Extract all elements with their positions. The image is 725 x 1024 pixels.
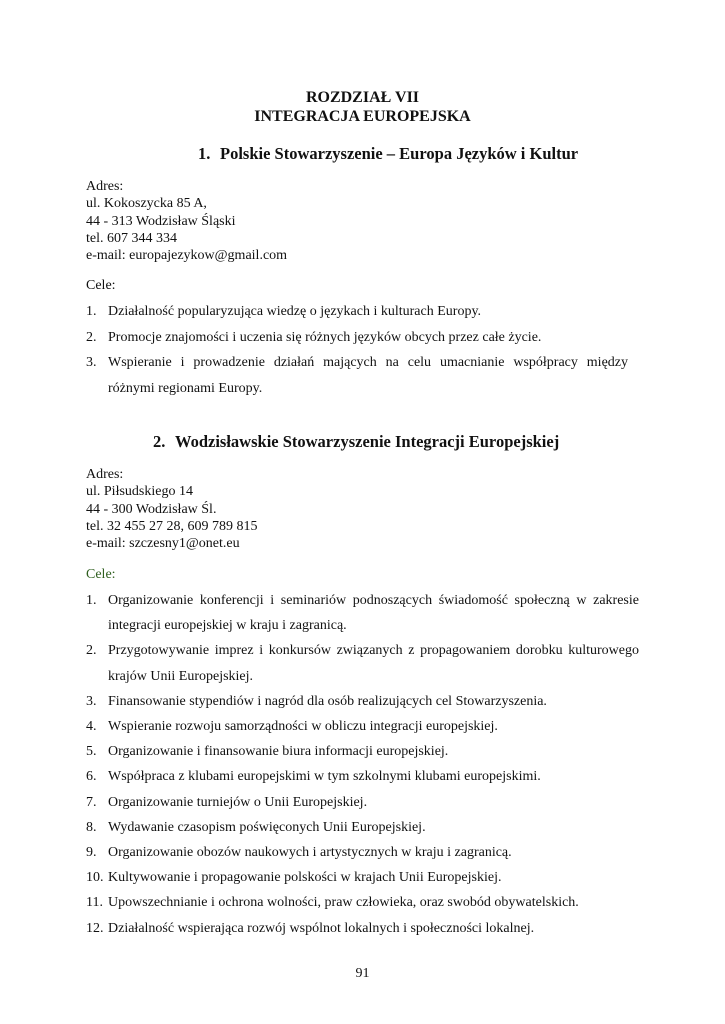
item-text: Finansowanie stypendiów i nagród dla osób realizujących cel Stowarzyszenia. (108, 693, 547, 709)
list-item (86, 916, 639, 941)
item-number: 2. (86, 643, 97, 659)
address-street: ul. Kokoszycka 85 A, (86, 196, 207, 212)
item-text: Wspieranie rozwoju samorządności w obliczu integracji europejskiej. (108, 719, 498, 735)
org-1-name: Polskie Stowarzyszenie – Europa Języków i Kultur (220, 144, 579, 163)
item-number: 2. (86, 329, 97, 345)
item-text: Wspieranie i prowadzenie działań mających na celu umacnianie współpracy między różnymi regionami Europy. (108, 355, 628, 396)
list-item (86, 714, 639, 739)
item-number: 11. (86, 895, 103, 911)
org-1-address (86, 178, 287, 264)
item-number: 12. (86, 920, 104, 936)
list-item (86, 815, 639, 840)
item-number: 3. (86, 693, 97, 709)
list-item (86, 840, 639, 865)
list-item (86, 865, 639, 890)
org-2-number: 2. (153, 432, 166, 451)
item-text: Organizowanie konferencji i seminariów podnoszących świadomość społeczną w zakresie integracji europejskiej w kraju i zagranicą. (108, 593, 639, 634)
address-label: Adres: (86, 467, 124, 482)
org-2-goals-list (86, 588, 639, 941)
list-item (86, 764, 639, 789)
org-2-name: Wodzisławskie Stowarzyszenie Integracji Europejskiej (175, 432, 560, 451)
item-number: 9. (86, 845, 97, 861)
list-item (86, 739, 639, 764)
list-item (86, 638, 639, 688)
item-text: Promocje znajomości i uczenia się różnych języków obcych przez całe życie. (108, 329, 542, 345)
item-number: 8. (86, 819, 97, 835)
address-email: e-mail: europajezykow@gmail.com (86, 248, 288, 264)
address-city: 44 - 313 Wodzisław Śląski (86, 213, 236, 229)
item-number: 5. (86, 744, 97, 760)
list-item (86, 689, 639, 714)
address-email: e-mail: szczesny1@onet.eu (86, 536, 240, 552)
address-city: 44 - 300 Wodzisław Śl. (86, 501, 217, 517)
item-text: Wydawanie czasopism poświęconych Unii Europejskiej. (108, 819, 426, 835)
item-text: Organizowanie i finansowanie biura informacji europejskiej. (108, 744, 449, 760)
org-1-heading (198, 144, 578, 164)
list-item (86, 790, 639, 815)
org-2-heading (153, 432, 559, 452)
list-item (86, 588, 639, 638)
item-number: 1. (86, 593, 97, 608)
goals-label: Cele: (86, 567, 116, 582)
address-street: ul. Piłsudskiego 14 (86, 484, 193, 500)
address-phone: tel. 607 344 334 (86, 230, 177, 246)
item-text: Organizowanie turniejów o Unii Europejskiej. (108, 794, 368, 810)
item-text: Kultywowanie i propagowanie polskości w krajach Unii Europejskiej. (108, 870, 502, 886)
item-number: 1. (86, 304, 97, 319)
item-text: Upowszechnianie i ochrona wolności, praw człowieka, oraz swobód obywatelskich. (108, 895, 579, 911)
chapter-title: INTEGRACJA EUROPEJSKA (254, 108, 471, 125)
org-1-number: 1. (198, 144, 211, 163)
list-item (86, 350, 639, 401)
item-number: 4. (86, 719, 97, 735)
chapter-heading (0, 88, 725, 126)
chapter-number: ROZDZIAŁ VII (305, 89, 420, 106)
page-number: 91 (355, 966, 370, 981)
item-number: 3. (86, 355, 97, 370)
item-number: 6. (86, 769, 97, 785)
item-text: Organizowanie obozów naukowych i artystycznych w kraju i zagranicą. (108, 845, 512, 861)
list-item (86, 299, 639, 325)
goals-label: Cele: (86, 278, 116, 293)
address-label: Adres: (86, 179, 124, 194)
address-phone: tel. 32 455 27 28, 609 789 815 (86, 518, 258, 534)
item-text: Działalność wspierająca rozwój wspólnot lokalnych i społeczności lokalnej. (108, 920, 535, 936)
org-1-goals-list (86, 299, 639, 401)
list-item (86, 890, 639, 915)
item-text: Działalność popularyzująca wiedzę o językach i kulturach Europy. (108, 304, 482, 319)
item-text: Przygotowywanie imprez i konkursów związanych z propagowaniem dorobku kulturowego krajów Unii Europejskiej. (108, 643, 639, 684)
org-2-address (86, 466, 258, 552)
item-text: Współpraca z klubami europejskimi w tym szkolnymi klubami europejskimi. (108, 769, 541, 785)
item-number: 10. (86, 870, 104, 886)
item-number: 7. (86, 794, 97, 810)
list-item (86, 325, 639, 351)
